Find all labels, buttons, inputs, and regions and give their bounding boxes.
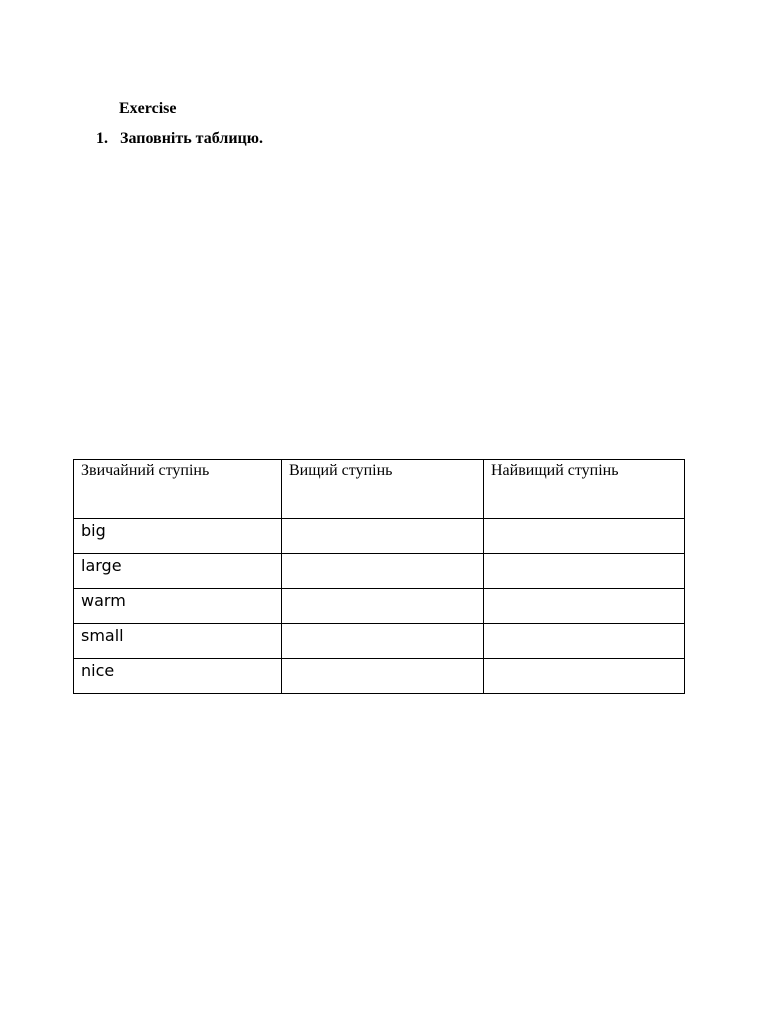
comparison-table	[73, 459, 685, 694]
header-positive-degree: Звичайний ступінь	[74, 460, 282, 519]
table-cell-positive: big	[74, 519, 282, 554]
table-cell-comparative	[282, 589, 484, 624]
table-row	[74, 554, 685, 589]
table-cell-positive: warm	[74, 589, 282, 624]
table-cell-superlative	[484, 589, 685, 624]
task-text: Заповніть таблицю.	[120, 130, 263, 147]
table-row	[74, 519, 685, 554]
task-number: 1.	[96, 130, 108, 147]
table-cell-superlative	[484, 554, 685, 589]
table-cell-superlative	[484, 519, 685, 554]
table-cell-comparative	[282, 624, 484, 659]
task-instruction	[96, 129, 263, 149]
table-cell-comparative	[282, 519, 484, 554]
exercise-heading: Exercise	[119, 100, 177, 117]
header-superlative-degree: Найвищий ступінь	[484, 460, 685, 519]
header-comparative-degree: Вищий ступінь	[282, 460, 484, 519]
table-cell-comparative	[282, 659, 484, 694]
table-header-row	[74, 460, 685, 519]
table-cell-positive: small	[74, 624, 282, 659]
table-cell-superlative	[484, 659, 685, 694]
table-row	[74, 589, 685, 624]
table-row	[74, 659, 685, 694]
table-cell-positive: large	[74, 554, 282, 589]
table-cell-positive: nice	[74, 659, 282, 694]
table-cell-superlative	[484, 624, 685, 659]
table-row	[74, 624, 685, 659]
table-cell-comparative	[282, 554, 484, 589]
